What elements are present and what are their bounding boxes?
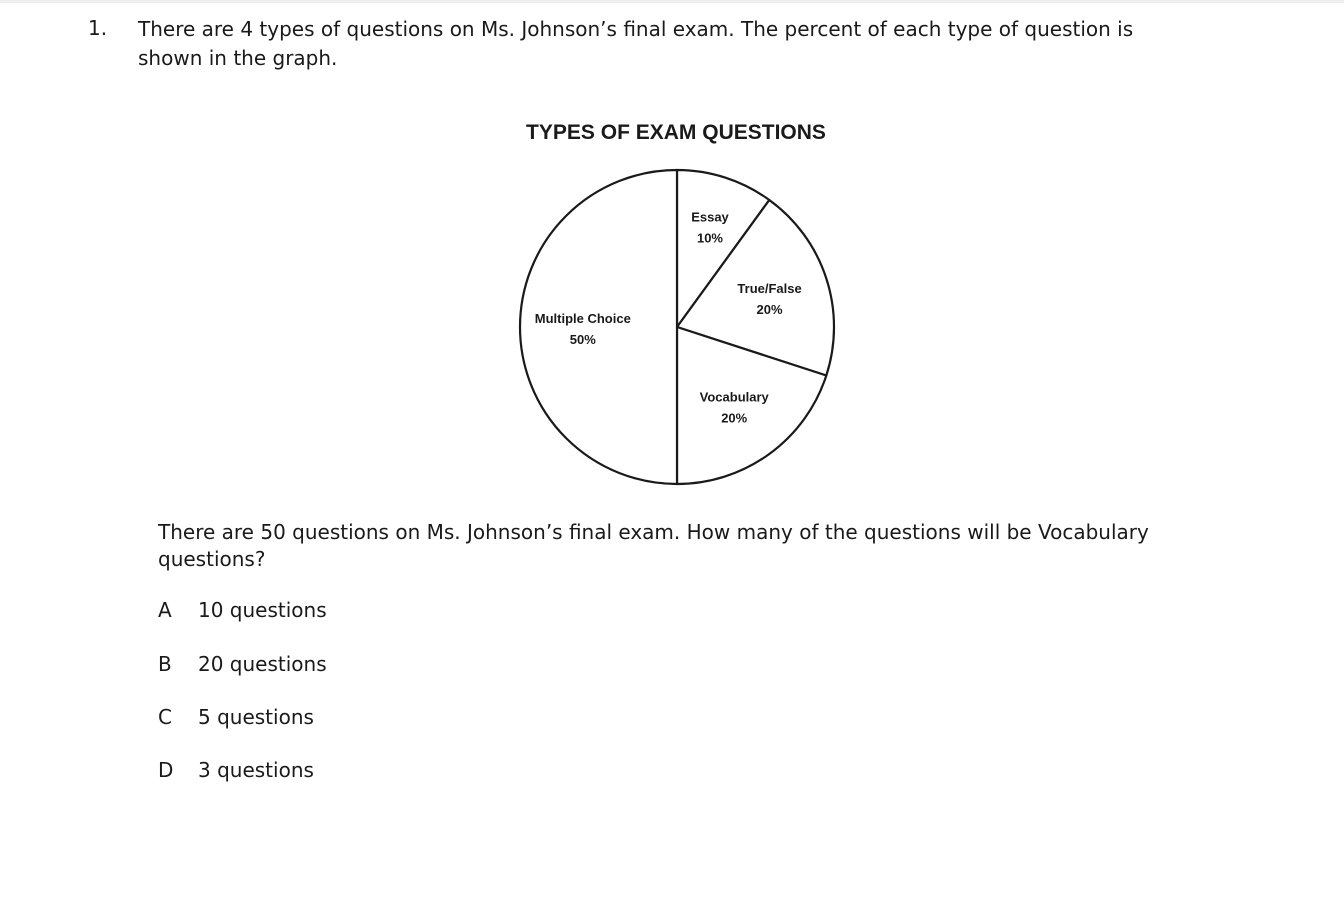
question-stem: There are 50 questions on Ms. Johnson’s final exam. How many of the questions will be Vocabulary questions? bbox=[158, 520, 1149, 571]
slice-label-true-false: True/False bbox=[737, 280, 802, 296]
pie-slice-multiple-choice bbox=[520, 170, 677, 484]
slice-label-multiple-choice: Multiple Choice bbox=[534, 311, 631, 326]
choice-letter: A bbox=[158, 598, 172, 622]
answer-choice-d[interactable] bbox=[158, 758, 314, 782]
slice-value-vocabulary: 20% bbox=[721, 410, 748, 426]
slice-label-vocabulary: Vocabulary bbox=[699, 389, 769, 405]
question-number: 1. bbox=[88, 16, 108, 40]
top-divider bbox=[0, 0, 1344, 3]
choice-text: 10 questions bbox=[198, 598, 327, 622]
pie-chart bbox=[510, 165, 840, 495]
choice-letter: D bbox=[158, 758, 174, 782]
slice-label-essay: Essay bbox=[691, 209, 729, 225]
answer-choice-a[interactable] bbox=[158, 598, 327, 622]
choice-text: 5 questions bbox=[198, 705, 314, 729]
answer-choice-b[interactable] bbox=[158, 652, 327, 676]
question-intro: There are 4 types of questions on Ms. Johnson’s final exam. The percent of each type of question is shown in the graph. bbox=[138, 17, 1134, 70]
slice-value-true-false: 20% bbox=[756, 301, 783, 317]
slice-value-multiple-choice: 50% bbox=[569, 332, 596, 347]
choice-text: 3 questions bbox=[198, 758, 314, 782]
choice-letter: C bbox=[158, 705, 172, 729]
choice-text: 20 questions bbox=[198, 652, 327, 676]
chart-title: TYPES OF EXAM QUESTIONS bbox=[526, 121, 826, 144]
choice-letter: B bbox=[158, 652, 172, 676]
slice-value-essay: 10% bbox=[696, 230, 724, 246]
answer-choice-c[interactable] bbox=[158, 705, 314, 729]
